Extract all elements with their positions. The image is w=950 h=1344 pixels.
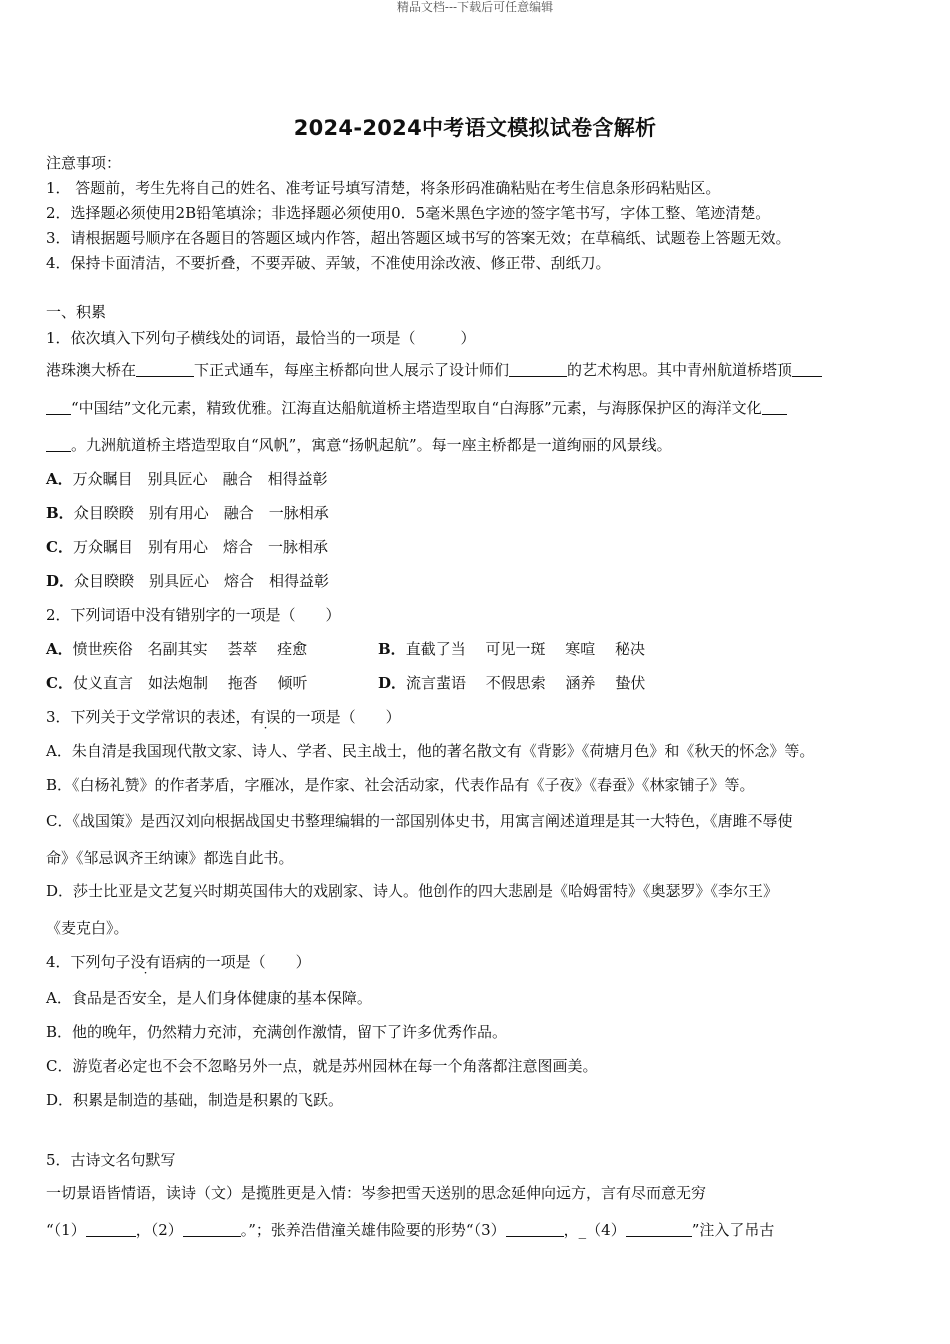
option-label: A．	[46, 470, 73, 488]
option-label: D．	[46, 572, 75, 590]
question-1-passage-line	[46, 359, 822, 380]
answer-blank	[506, 1221, 564, 1237]
emphasis-text: 没有	[130, 953, 161, 971]
header-note: 精品文档---下载后可任意编辑	[396, 0, 554, 14]
answer-blank	[136, 361, 194, 377]
passage-text: ，_（4）	[563, 1221, 626, 1239]
option-b	[46, 502, 329, 523]
question-1-passage-line	[46, 397, 787, 418]
option-text: 万众瞩目 别具匠心 融合 相得益彰	[72, 470, 328, 488]
section-heading: 一、积累	[46, 303, 107, 321]
option-c-continued: 命》《邹忌讽齐王纳谏》都选自此书。	[46, 849, 294, 867]
option-c: C．《战国策》是西汉刘向根据战国史书整理编辑的一部国别体史书，用寓言阐述道理是其一大特色，《唐雎不辱使	[46, 812, 793, 830]
passage-text: “中国结”文化元素，精致优雅。江海直达船航道桥主塔造型取自“白海豚”元素，与海豚保护区的海洋文化	[71, 399, 762, 417]
passage-text: 。九洲航道桥主塔造型取自“风帆”，寓意“扬帆起航”。每一座主桥都是一道绚丽的风景线。	[71, 436, 672, 454]
option-label: B．	[378, 640, 406, 658]
answer-blank	[46, 436, 71, 452]
notice-item: 2．选择题必须使用2B铅笔填涂；非选择题必须使用0．5毫米黑色字迹的签字笔书写，字体工整、笔迹清楚。	[46, 204, 771, 222]
option-text: 直截了当 可见一斑 寒喧 秘决	[405, 640, 645, 658]
option-d-continued: 《麦克白》。	[46, 919, 129, 937]
stem-text: 的一项是（ ）	[280, 708, 401, 726]
notice-item: 1． 答题前，考生先将自己的姓名、准考证号填写清楚，将条形码准确粘贴在考生信息条形码粘贴区。	[46, 179, 721, 197]
question-3-stem	[46, 706, 401, 727]
option-text: 万众瞩目 别有用心 熔合 一脉相承	[72, 538, 328, 556]
passage-text: 港珠澳大桥在	[46, 361, 137, 379]
answer-blank	[762, 399, 787, 415]
notice-item: 4．保持卡面清洁，不要折叠，不要弄破、弄皱，不准使用涂改液、修正带、刮纸刀。	[46, 254, 611, 272]
emphasis-text: 有误	[250, 708, 281, 726]
option-b: B．他的晚年，仍然精力充沛，充满创作激情，留下了许多优秀作品。	[46, 1023, 508, 1041]
answer-blank	[626, 1221, 692, 1237]
option-text: 愤世疾俗 名副其实 荟萃 痊愈	[72, 640, 308, 658]
question-4-stem	[46, 951, 311, 972]
option-c	[46, 672, 308, 693]
option-c: C．游览者必定也不会不忽略另外一点，就是苏州园林在每一个角落都注意图画美。	[46, 1057, 598, 1075]
stem-text: 语病的一项是（ ）	[160, 953, 311, 971]
passage-text: “（1）	[46, 1221, 86, 1239]
stem-text: 3．下列关于文学常识的表述，	[46, 708, 251, 726]
option-d: D．莎士比亚是文艺复兴时期英国伟大的戏剧家、诗人。他创作的四大悲剧是《哈姆雷特》《奥瑟罗》《李尔王》	[46, 882, 779, 900]
answer-blank	[46, 399, 71, 415]
question-5-stem: 5．古诗文名句默写	[46, 1151, 176, 1169]
option-d	[378, 672, 645, 693]
option-a	[46, 468, 328, 489]
question-1-passage-line	[46, 434, 672, 455]
notice-item: 3．请根据题号顺序在各题目的答题区域内作答，超出答题区域书写的答案无效；在草稿纸、试题卷上答题无效。	[46, 229, 791, 247]
passage-text: 。”；张养浩借潼关雄伟险要的形势“（3）	[240, 1221, 506, 1239]
passage-text: ，（2）	[135, 1221, 183, 1239]
answer-blank	[792, 361, 822, 377]
stem-text: 4．下列句子	[46, 953, 131, 971]
option-label: A．	[46, 640, 73, 658]
option-text: 众目睽睽 别有用心 融合 一脉相承	[73, 504, 329, 522]
option-b: B．《白杨礼赞》的作者茅盾，字雁冰，是作家、社会活动家，代表作品有《子夜》《春蚕》《林家铺子》等。	[46, 776, 755, 794]
option-label: C．	[46, 674, 73, 692]
option-b	[378, 638, 645, 659]
page-title: 2024-2024中考语文模拟试卷含解析	[293, 116, 657, 140]
answer-blank	[86, 1221, 136, 1237]
option-d: D．积累是制造的基础，制造是积累的飞跃。	[46, 1091, 344, 1109]
answer-blank	[183, 1221, 241, 1237]
option-text: 仗义直言 如法炮制 拖沓 倾听	[72, 674, 308, 692]
option-label: B．	[46, 504, 74, 522]
option-c	[46, 536, 328, 557]
question-5-fill-line	[46, 1219, 774, 1240]
option-label: D．	[378, 674, 407, 692]
passage-text: 下正式通车，每座主桥都向世人展示了设计师们	[194, 361, 510, 379]
passage-text: ”注入了吊古	[691, 1221, 775, 1239]
option-a: A．朱自清是我国现代散文家、诗人、学者、民主战士，他的著名散文有《背影》《荷塘月色》和《秋天的怀念》等。	[46, 742, 815, 760]
option-text: 流言蜚语 不假思索 涵养 蛰伏	[406, 674, 646, 692]
question-5-passage: 一切景语皆情语，读诗（文）是揽胜更是入情：岑参把雪天送别的思念延伸向远方，言有尽而意无穷	[46, 1184, 707, 1202]
question-1-stem: 1．依次填入下列句子横线处的词语，最恰当的一项是（ ）	[46, 329, 476, 347]
option-label: C．	[46, 538, 73, 556]
question-2-stem: 2．下列词语中没有错别字的一项是（ ）	[46, 606, 341, 624]
option-a	[46, 638, 307, 659]
option-d	[46, 570, 329, 591]
answer-blank	[509, 361, 567, 377]
passage-text: 的艺术构思。其中青州航道桥塔顶	[567, 361, 793, 379]
option-a: A．食品是否安全，是人们身体健康的基本保障。	[46, 989, 372, 1007]
notice-heading: 注意事项：	[46, 154, 122, 172]
option-text: 众目睽睽 别具匠心 熔合 相得益彰	[74, 572, 330, 590]
